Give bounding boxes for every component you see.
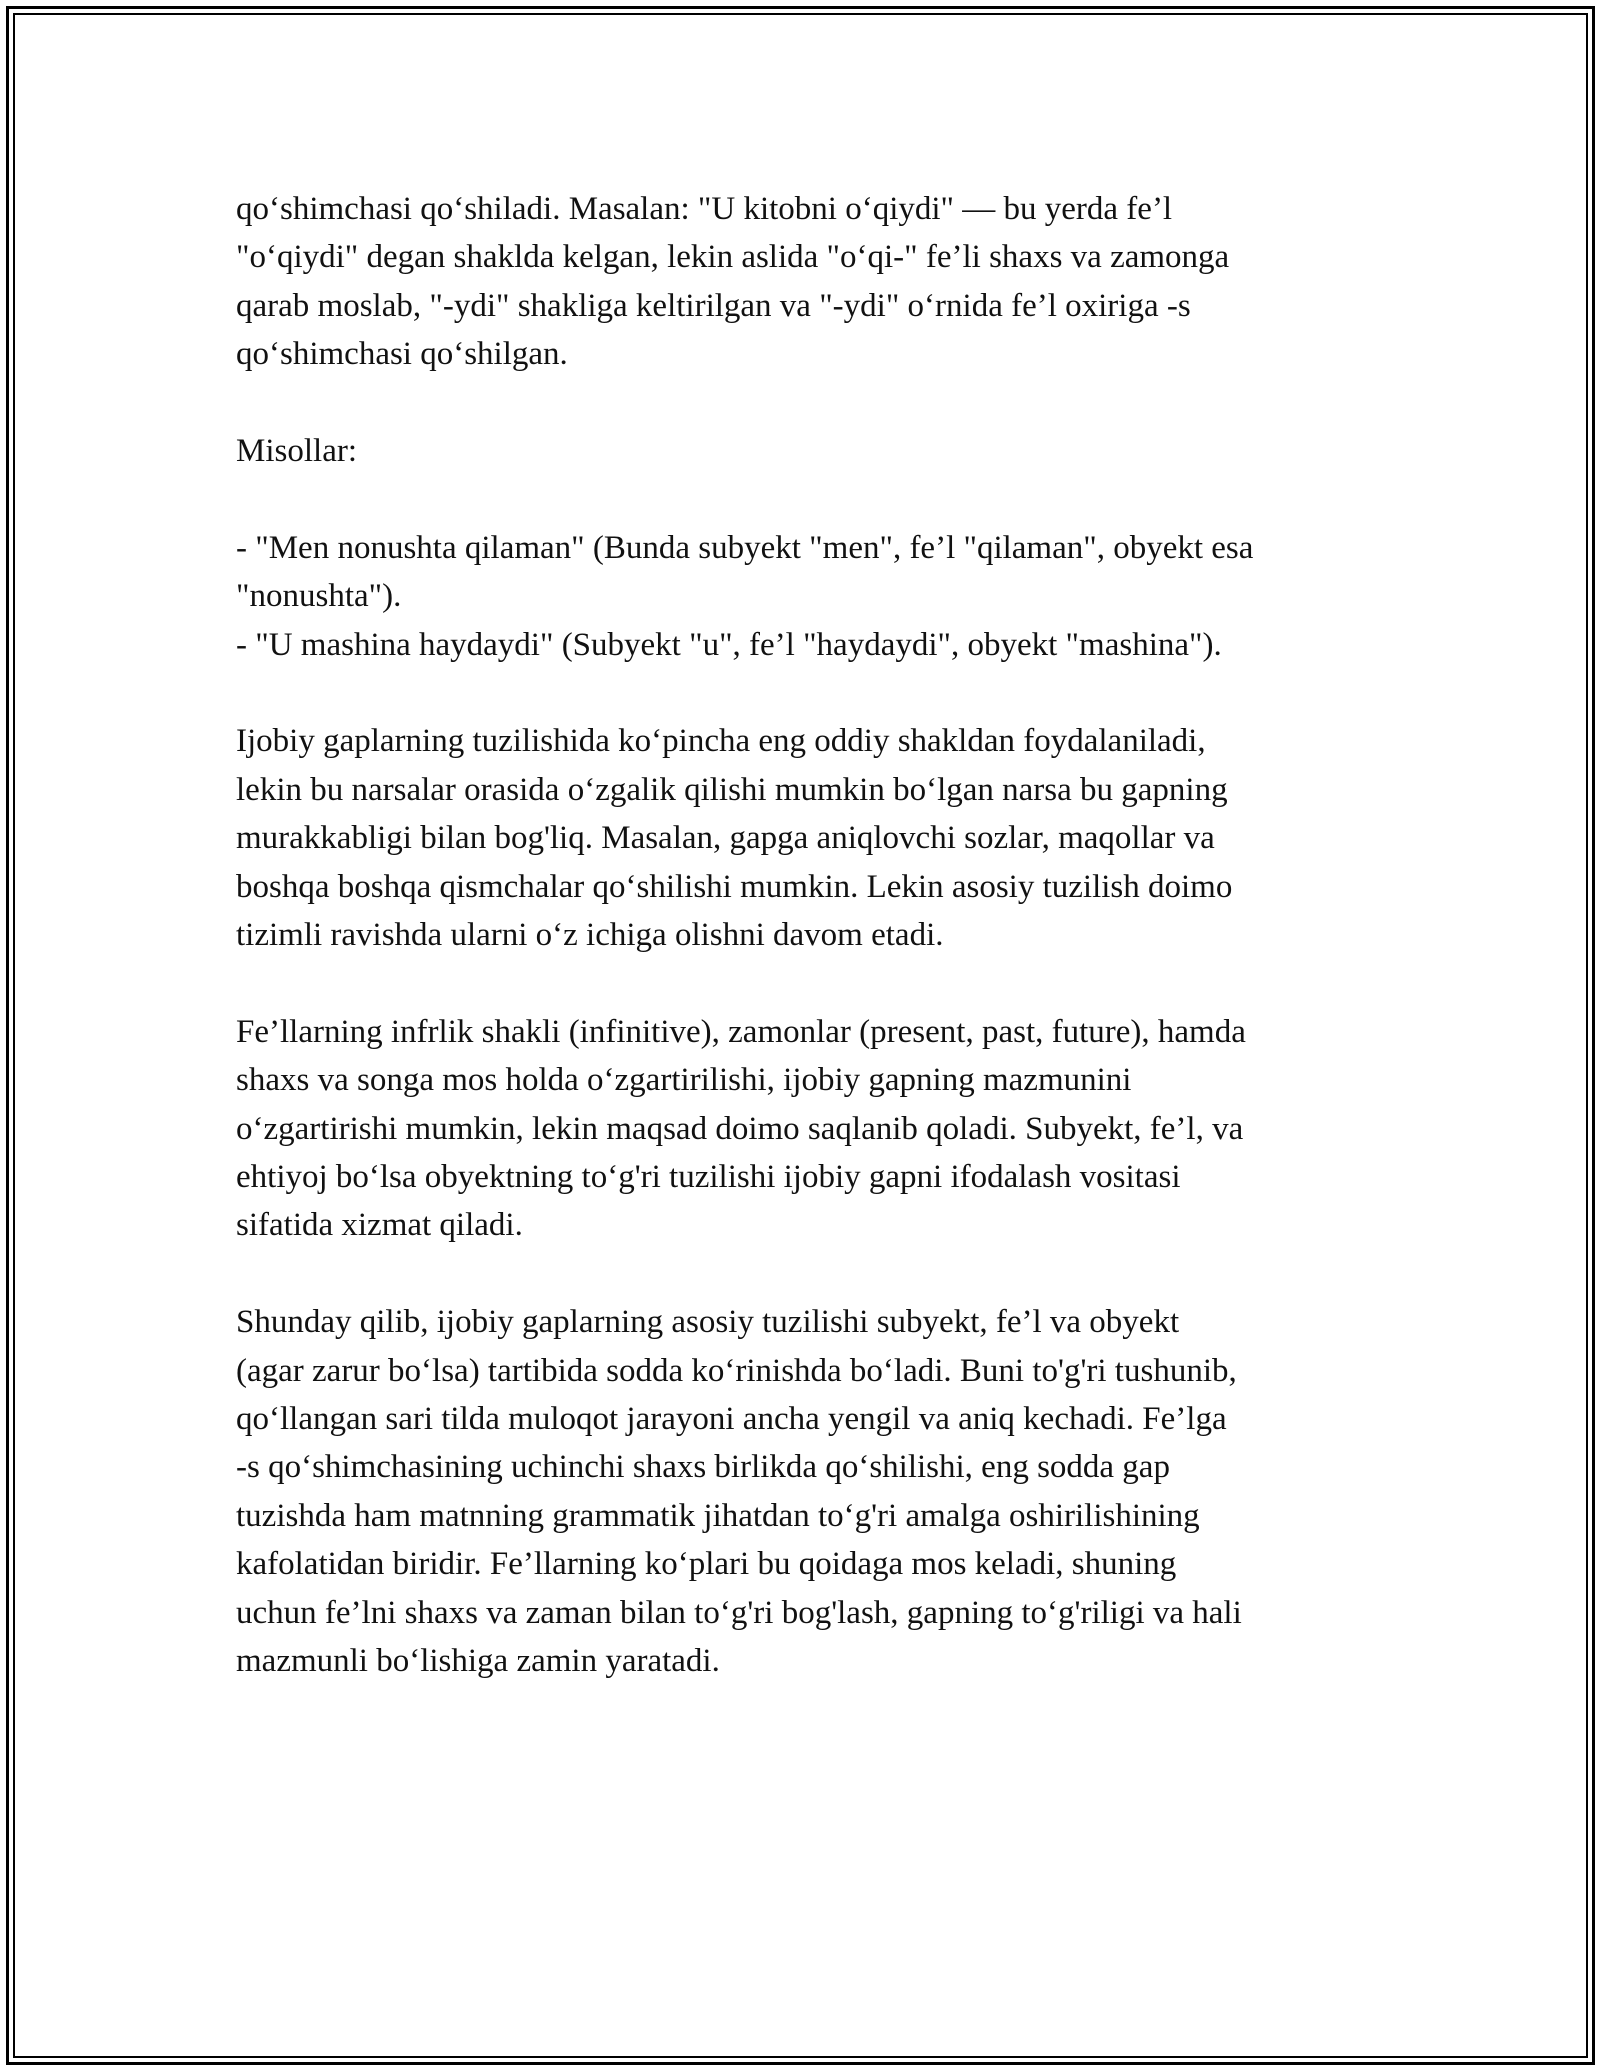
paragraph-6 xyxy=(236,1298,1376,1685)
text-line: qarab moslab, "-ydi" shakliga keltirilgan va "-ydi" o‘rnida fe’l oxiriga -s xyxy=(236,287,1191,324)
text-line: o‘zgartirishi mumkin, lekin maqsad doimo saqlanib qoladi. Subyekt, fe’l, va xyxy=(236,1110,1244,1147)
text-line: Fe’llarning infrlik shakli (infinitive), zamonlar (present, past, future), hamda xyxy=(236,1013,1246,1050)
paragraph-examples-heading xyxy=(236,427,1376,475)
text-line: kafolatidan biridir. Fe’llarning ko‘plari bu qoidaga mos keladi, shuning xyxy=(236,1546,1177,1583)
text-line: shaxs va songa mos holda o‘zgartirilishi, ijobiy gapning mazmunini xyxy=(236,1062,1132,1099)
text-line: murakkabligi bilan bog'liq. Masalan, gapga aniqlovchi sozlar, maqollar va xyxy=(236,820,1215,857)
text-line: mazmunli bo‘lishiga zamin yaratadi. xyxy=(236,1643,720,1680)
paragraph-4 xyxy=(236,717,1376,959)
text-line: qo‘shimchasi qo‘shiladi. Masalan: "U kitobni o‘qiydi" — bu yerda fe’l xyxy=(236,191,1173,227)
text-line: tuzishda ham matnning grammatik jihatdan to‘g'ri amalga oshirilishining xyxy=(236,1497,1200,1534)
paragraph-5 xyxy=(236,1008,1376,1250)
text-line: Misollar: xyxy=(236,433,357,470)
text-line: Ijobiy gaplarning tuzilishida ko‘pincha eng oddiy shakldan foydalaniladi, xyxy=(236,723,1206,760)
text-line: ehtiyoj bo‘lsa obyektning to‘g'ri tuzilishi ijobiy gapni ifodalash vositasi xyxy=(236,1159,1181,1196)
document-body xyxy=(236,185,1376,1734)
paragraph-examples-list xyxy=(236,524,1376,669)
text-line: sifatida xizmat qiladi. xyxy=(236,1207,523,1244)
text-line: uchun fe’lni shaxs va zaman bilan to‘g'ri bog'lash, gapning to‘g'riligi va hali xyxy=(236,1594,1242,1631)
text-line: lekin bu narsalar orasida o‘zgalik qilishi mumkin bo‘lgan narsa bu gapning xyxy=(236,771,1228,808)
text-line: Shunday qilib, ijobiy gaplarning asosiy tuzilishi subyekt, fe’l va obyekt xyxy=(236,1304,1180,1341)
text-line: "o‘qiydi" degan shaklda kelgan, lekin aslida "o‘qi-" fe’li shaxs va zamonga xyxy=(236,239,1230,276)
text-line: tizimli ravishda ularni o‘z ichiga olishni davom etadi. xyxy=(236,917,944,954)
list-item-line: - "Men nonushta qilaman" (Bunda subyekt "men", fe’l "qilaman", obyekt esa xyxy=(236,529,1254,566)
text-line: (agar zarur bo‘lsa) tartibida sodda ko‘rinishda bo‘ladi. Buni to'g'ri tushunib, xyxy=(236,1352,1237,1389)
text-line: -s qo‘shimchasining uchinchi shaxs birlikda qo‘shilishi, eng sodda gap xyxy=(236,1449,1170,1486)
text-line: boshqa boshqa qismchalar qo‘shilishi mumkin. Lekin asosiy tuzilish doimo xyxy=(236,868,1233,905)
text-line: qo‘shimchasi qo‘shilgan. xyxy=(236,336,568,373)
paragraph-1 xyxy=(236,185,1376,379)
text-line: qo‘llangan sari tilda muloqot jarayoni ancha yengil va aniq kechadi. Fe’lga xyxy=(236,1401,1227,1438)
list-item-line: - "U mashina haydaydi" (Subyekt "u", fe’l "haydaydi", obyekt "mashina"). xyxy=(236,626,1222,663)
list-item-line: "nonushta"). xyxy=(236,578,402,615)
